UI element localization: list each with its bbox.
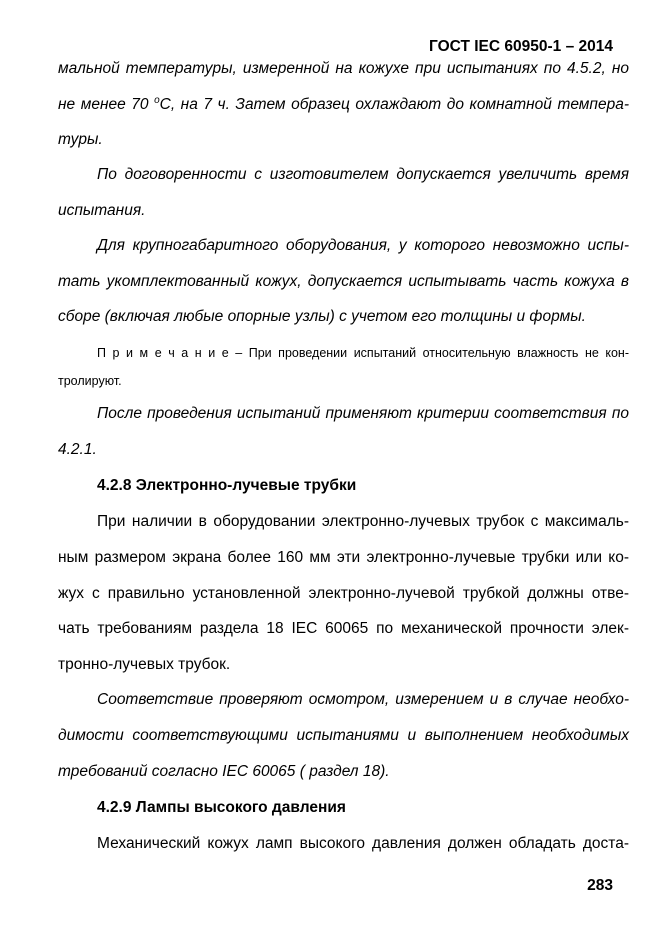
page-number: 283: [587, 877, 613, 894]
text-line: чать требованиям раздела 18 IEC 60065 по механической прочности элек-: [58, 620, 629, 637]
text-fragment: С, на 7 ч. Затем образец охлаждают до комнатной темпера-: [159, 96, 629, 113]
text-line: ным размером экрана более 160 мм эти электронно-лучевые трубки или ко-: [58, 549, 629, 566]
text-fragment: не менее 70: [58, 96, 155, 113]
text-line: жух с правильно установленной электронно-лучевой трубкой должны отве-: [58, 585, 629, 602]
text-line: димости соответствующими испытаниями и выполнением необходимых: [58, 727, 629, 744]
text-line: требований согласно IEC 60065 ( раздел 18).: [58, 763, 390, 780]
degree-superscript: o: [154, 95, 160, 106]
text-line: Соответствие проверяют осмотром, измерением и в случае необхо-: [97, 691, 629, 708]
note-line: П р и м е ч а н и е – При проведении испытаний относительную влажность не кон-: [97, 346, 629, 360]
text-line: [58, 96, 629, 114]
text-line: Механический кожух ламп высокого давления должен обладать доста-: [97, 835, 629, 852]
text-line: После проведения испытаний применяют критерии соответствия по: [97, 405, 629, 422]
note-line: тролируют.: [58, 374, 122, 388]
section-heading: 4.2.9 Лампы высокого давления: [97, 799, 346, 816]
section-heading: 4.2.8 Электронно-лучевые трубки: [97, 477, 357, 494]
text-line: испытания.: [58, 202, 146, 219]
text-line: При наличии в оборудовании электронно-лучевых трубок с максималь-: [97, 513, 629, 530]
text-line: тронно-лучевых трубок.: [58, 656, 231, 673]
document-code: ГОСТ IEC 60950-1 – 2014: [429, 38, 613, 55]
text-line: сборе (включая любые опорные узлы) с учетом его толщины и формы.: [58, 308, 586, 325]
text-line: По договоренности с изготовителем допускается увеличить время: [97, 166, 629, 183]
text-line: мальной температуры, измеренной на кожухе при испытаниях по 4.5.2, но: [58, 60, 629, 77]
text-line: туры.: [58, 131, 103, 148]
text-line: Для крупногабаритного оборудования, у которого невозможно испы-: [97, 237, 629, 254]
text-line: тать укомплектованный кожух, допускается испытывать часть кожуха в: [58, 273, 629, 290]
text-line: 4.2.1.: [58, 441, 97, 458]
